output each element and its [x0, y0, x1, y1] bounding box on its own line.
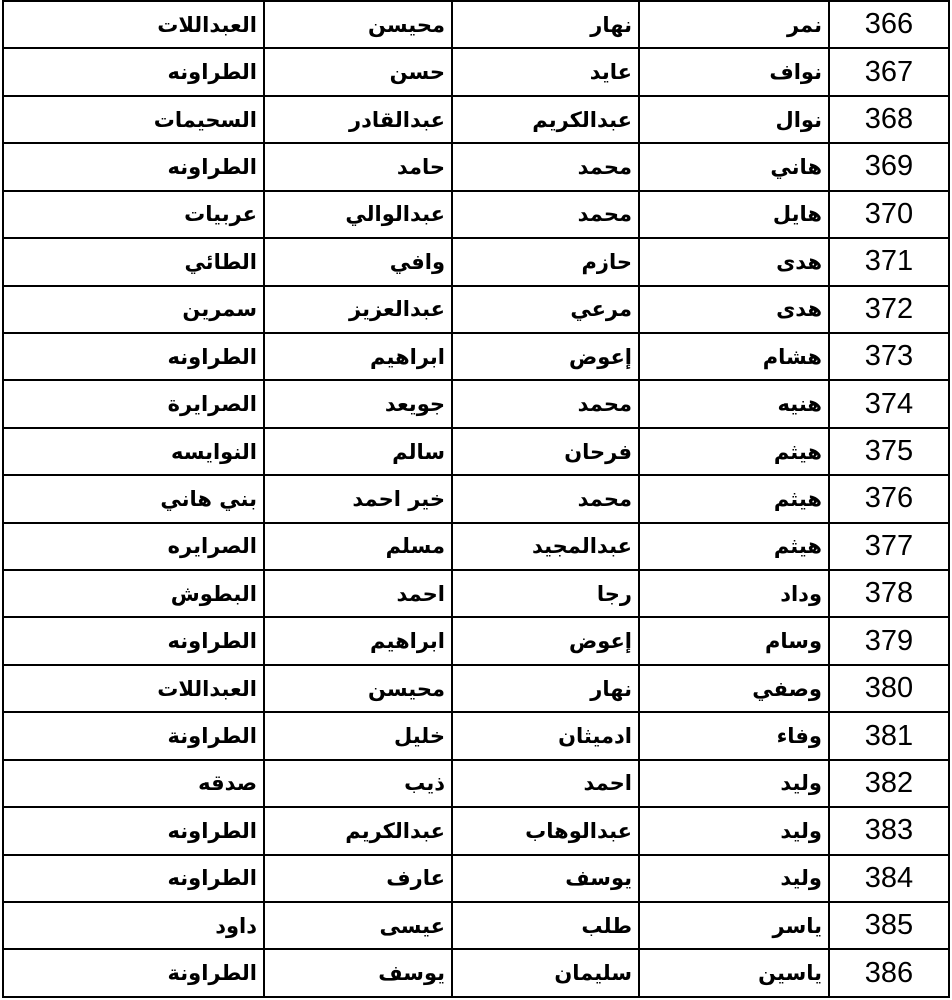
first-name-cell: هشام [639, 333, 829, 380]
table-row [3, 475, 949, 522]
family-name-cell: السحيمات [3, 96, 264, 143]
first-name-cell: ياسر [639, 902, 829, 949]
first-name-cell: هاني [639, 143, 829, 190]
table-row [3, 712, 949, 759]
family-name-cell: الصرايره [3, 523, 264, 570]
row-number-cell: 386 [829, 949, 949, 997]
table-row [3, 949, 949, 997]
table-row [3, 523, 949, 570]
first-name-cell: هنيه [639, 380, 829, 427]
father-name-cell: عبدالوهاب [452, 807, 639, 854]
row-number-cell: 381 [829, 712, 949, 759]
father-name-cell: عايد [452, 48, 639, 95]
family-name-cell: الطائي [3, 238, 264, 285]
grandfather-name-cell: وافي [264, 238, 452, 285]
grandfather-name-cell: ابراهيم [264, 617, 452, 664]
grandfather-name-cell: جويعد [264, 380, 452, 427]
grandfather-name-cell: احمد [264, 570, 452, 617]
grandfather-name-cell: محيسن [264, 1, 452, 48]
first-name-cell: هيثم [639, 523, 829, 570]
family-name-cell: العبداللات [3, 665, 264, 712]
father-name-cell: مرعي [452, 286, 639, 333]
father-name-cell: فرحان [452, 428, 639, 475]
first-name-cell: وفاء [639, 712, 829, 759]
father-name-cell: طلب [452, 902, 639, 949]
table-row [3, 96, 949, 143]
table-row [3, 807, 949, 854]
row-number-cell: 367 [829, 48, 949, 95]
family-name-cell: الطراونه [3, 617, 264, 664]
father-name-cell: يوسف [452, 855, 639, 902]
table-row [3, 902, 949, 949]
family-name-cell: العبداللات [3, 1, 264, 48]
row-number-cell: 375 [829, 428, 949, 475]
first-name-cell: هدى [639, 286, 829, 333]
grandfather-name-cell: عبدالوالي [264, 191, 452, 238]
row-number-cell: 377 [829, 523, 949, 570]
first-name-cell: هيثم [639, 428, 829, 475]
grandfather-name-cell: سالم [264, 428, 452, 475]
family-name-cell: الطراونه [3, 855, 264, 902]
father-name-cell: محمد [452, 380, 639, 427]
family-name-cell: الطراونة [3, 712, 264, 759]
family-name-cell: صدقه [3, 760, 264, 807]
table-row [3, 665, 949, 712]
table-row [3, 238, 949, 285]
table-row [3, 143, 949, 190]
family-name-cell: الطراونه [3, 143, 264, 190]
family-name-cell: الطراونه [3, 48, 264, 95]
names-table [2, 0, 950, 998]
row-number-cell: 382 [829, 760, 949, 807]
row-number-cell: 378 [829, 570, 949, 617]
table-row [3, 286, 949, 333]
first-name-cell: نوال [639, 96, 829, 143]
family-name-cell: البطوش [3, 570, 264, 617]
family-name-cell: الطراونة [3, 949, 264, 997]
first-name-cell: وليد [639, 760, 829, 807]
table-row [3, 855, 949, 902]
grandfather-name-cell: عبدالكريم [264, 807, 452, 854]
table-row [3, 428, 949, 475]
row-number-cell: 380 [829, 665, 949, 712]
first-name-cell: وصفي [639, 665, 829, 712]
father-name-cell: محمد [452, 143, 639, 190]
names-table-container [2, 0, 948, 998]
first-name-cell: وليد [639, 807, 829, 854]
row-number-cell: 370 [829, 191, 949, 238]
first-name-cell: ياسين [639, 949, 829, 997]
first-name-cell: وسام [639, 617, 829, 664]
row-number-cell: 366 [829, 1, 949, 48]
grandfather-name-cell: عارف [264, 855, 452, 902]
father-name-cell: ادميثان [452, 712, 639, 759]
family-name-cell: الطراونه [3, 807, 264, 854]
father-name-cell: سليمان [452, 949, 639, 997]
row-number-cell: 371 [829, 238, 949, 285]
father-name-cell: حازم [452, 238, 639, 285]
first-name-cell: نمر [639, 1, 829, 48]
row-number-cell: 372 [829, 286, 949, 333]
first-name-cell: وداد [639, 570, 829, 617]
family-name-cell: النوايسه [3, 428, 264, 475]
table-row [3, 570, 949, 617]
father-name-cell: نهار [452, 1, 639, 48]
row-number-cell: 373 [829, 333, 949, 380]
family-name-cell: داود [3, 902, 264, 949]
row-number-cell: 376 [829, 475, 949, 522]
table-row [3, 760, 949, 807]
first-name-cell: هيثم [639, 475, 829, 522]
table-row [3, 380, 949, 427]
father-name-cell: محمد [452, 191, 639, 238]
father-name-cell: احمد [452, 760, 639, 807]
father-name-cell: رجا [452, 570, 639, 617]
row-number-cell: 368 [829, 96, 949, 143]
row-number-cell: 379 [829, 617, 949, 664]
grandfather-name-cell: عبدالعزيز [264, 286, 452, 333]
father-name-cell: إعوض [452, 333, 639, 380]
father-name-cell: عبدالكريم [452, 96, 639, 143]
table-row [3, 48, 949, 95]
grandfather-name-cell: خير احمد [264, 475, 452, 522]
family-name-cell: عربيات [3, 191, 264, 238]
table-row [3, 617, 949, 664]
table-row [3, 1, 949, 48]
grandfather-name-cell: ابراهيم [264, 333, 452, 380]
grandfather-name-cell: عيسى [264, 902, 452, 949]
family-name-cell: الصرايرة [3, 380, 264, 427]
family-name-cell: بني هاني [3, 475, 264, 522]
father-name-cell: عبدالمجيد [452, 523, 639, 570]
father-name-cell: نهار [452, 665, 639, 712]
grandfather-name-cell: مسلم [264, 523, 452, 570]
grandfather-name-cell: عبدالقادر [264, 96, 452, 143]
first-name-cell: نواف [639, 48, 829, 95]
table-row [3, 191, 949, 238]
names-table-body [3, 1, 949, 997]
grandfather-name-cell: ذيب [264, 760, 452, 807]
table-row [3, 333, 949, 380]
father-name-cell: محمد [452, 475, 639, 522]
grandfather-name-cell: يوسف [264, 949, 452, 997]
family-name-cell: سمرين [3, 286, 264, 333]
row-number-cell: 369 [829, 143, 949, 190]
row-number-cell: 374 [829, 380, 949, 427]
first-name-cell: وليد [639, 855, 829, 902]
grandfather-name-cell: حامد [264, 143, 452, 190]
family-name-cell: الطراونه [3, 333, 264, 380]
row-number-cell: 384 [829, 855, 949, 902]
row-number-cell: 385 [829, 902, 949, 949]
grandfather-name-cell: حسن [264, 48, 452, 95]
first-name-cell: هايل [639, 191, 829, 238]
first-name-cell: هدى [639, 238, 829, 285]
row-number-cell: 383 [829, 807, 949, 854]
father-name-cell: إعوض [452, 617, 639, 664]
grandfather-name-cell: خليل [264, 712, 452, 759]
grandfather-name-cell: محيسن [264, 665, 452, 712]
